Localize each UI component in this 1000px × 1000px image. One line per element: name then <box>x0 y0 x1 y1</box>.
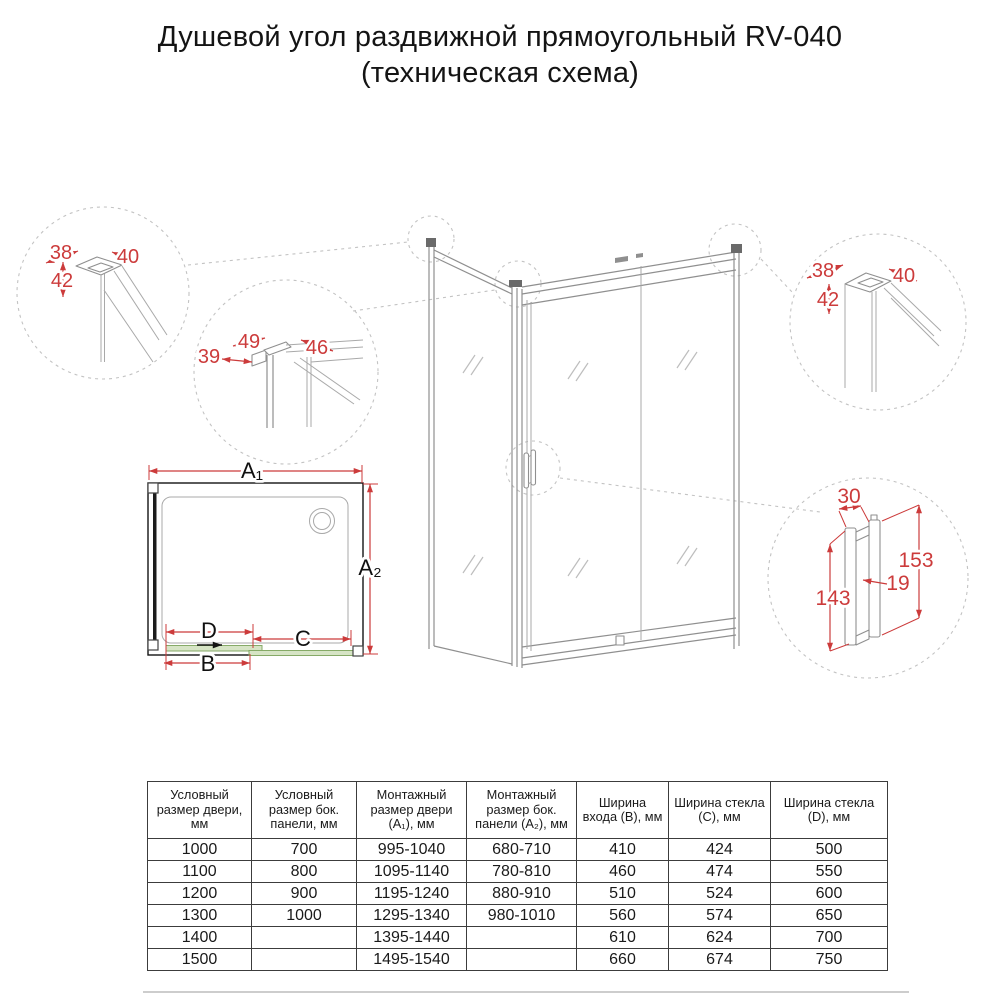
table-cell: 700 <box>771 927 888 949</box>
table-cell: 980-1010 <box>467 905 577 927</box>
table-cell: 1000 <box>252 905 357 927</box>
table-cell: 1500 <box>148 949 252 971</box>
table-row <box>148 949 888 971</box>
table-cell: 1400 <box>148 927 252 949</box>
table-header-cell: Монтажный размер бок. панели (A₂), мм <box>467 782 577 839</box>
detail-circle-top-left <box>17 207 189 379</box>
corner-profile-cap <box>509 280 522 287</box>
callout-circles <box>408 216 761 495</box>
table-cell: 474 <box>669 861 771 883</box>
table-cell: 780-810 <box>467 861 577 883</box>
plan-corner-top-left <box>148 483 158 493</box>
roller-brackets <box>615 253 643 263</box>
table-cell: 880-910 <box>467 883 577 905</box>
table-cell: 750 <box>771 949 888 971</box>
table-cell: 1495-1540 <box>357 949 467 971</box>
dim-39: 39 <box>197 346 221 368</box>
dim-153: 153 <box>898 549 934 572</box>
table-cell: 424 <box>669 839 771 861</box>
table-cell: 524 <box>669 883 771 905</box>
plan-label-a1: A₁ <box>240 458 264 483</box>
plan-label-d: D <box>201 618 217 643</box>
glass-shine-marks <box>463 350 697 578</box>
table-cell: 1000 <box>148 839 252 861</box>
table-cell: 1100 <box>148 861 252 883</box>
table-row <box>148 861 888 883</box>
plan-corner-bottom-right <box>353 646 363 656</box>
dim-30: 30 <box>837 485 861 508</box>
table-row <box>148 883 888 905</box>
table-cell: 1195-1240 <box>357 883 467 905</box>
table-cell: 624 <box>669 927 771 949</box>
table-cell <box>467 949 577 971</box>
plan-corner-bottom-left <box>148 640 158 650</box>
table-cell: 1295-1340 <box>357 905 467 927</box>
table-cell <box>252 927 357 949</box>
size-table <box>147 781 888 971</box>
dim-38-top-right: 38 <box>811 260 835 282</box>
table-cell: 800 <box>252 861 357 883</box>
title-line-1: Душевой угол раздвижной прямоугольный RV-040 <box>157 21 843 53</box>
dim-46: 46 <box>305 337 329 359</box>
table-row <box>148 927 888 949</box>
dim-40-top-right: 40 <box>892 265 916 287</box>
table-cell: 995-1040 <box>357 839 467 861</box>
shower-tray <box>162 497 348 643</box>
table-cell: 660 <box>577 949 669 971</box>
table-cell: 550 <box>771 861 888 883</box>
table-cell: 650 <box>771 905 888 927</box>
wall-profile-cap <box>426 238 436 247</box>
table-header-cell: Ширина входа (B), мм <box>577 782 669 839</box>
table-cell: 600 <box>771 883 888 905</box>
footer-divider <box>143 991 909 993</box>
dim-40-top-left: 40 <box>116 246 140 268</box>
table-row <box>148 839 888 861</box>
table-cell: 1200 <box>148 883 252 905</box>
main-3d-drawing <box>426 238 742 668</box>
table-cell: 1395-1440 <box>357 927 467 949</box>
dim-42-top-left: 42 <box>50 270 74 292</box>
table-header-row <box>148 782 888 839</box>
table-cell: 1300 <box>148 905 252 927</box>
table-header-cell: Условный размер бок. панели, мм <box>252 782 357 839</box>
table-cell: 510 <box>577 883 669 905</box>
dim-19: 19 <box>886 572 910 595</box>
side-glass-plan <box>153 489 157 641</box>
door-handle <box>524 450 536 488</box>
detail-circle-wall-profile <box>194 280 378 464</box>
table-cell: 900 <box>252 883 357 905</box>
table-cell: 460 <box>577 861 669 883</box>
table-header-cell: Ширина стекла (D), мм <box>771 782 888 839</box>
right-profile-cap <box>731 244 742 253</box>
fixed-glass-c <box>249 651 357 656</box>
table-header-cell: Условный размер двери, мм <box>148 782 252 839</box>
plan-label-a2: A₂ <box>358 555 382 580</box>
dim-49: 49 <box>237 331 261 353</box>
plan-view <box>148 458 382 676</box>
table-header-cell: Ширина стекла (C), мм <box>669 782 771 839</box>
table-header-cell: Монтажный размер двери (A₁), мм <box>357 782 467 839</box>
table-cell <box>467 927 577 949</box>
title-line-2: (техническая схема) <box>360 56 640 89</box>
table-cell: 680-710 <box>467 839 577 861</box>
bottom-guide <box>616 636 624 645</box>
drain-inner <box>314 513 331 530</box>
table-cell: 410 <box>577 839 669 861</box>
table-cell: 1095-1140 <box>357 861 467 883</box>
table-row <box>148 905 888 927</box>
plan-label-c: C <box>295 626 311 651</box>
dim-42-top-right: 42 <box>816 289 840 311</box>
plan-outline <box>148 483 363 655</box>
table-cell: 610 <box>577 927 669 949</box>
table-cell: 674 <box>669 949 771 971</box>
dim-38-top-left: 38 <box>49 242 73 264</box>
plan-label-b: B <box>200 651 216 676</box>
table-cell: 500 <box>771 839 888 861</box>
dim-143: 143 <box>815 587 851 610</box>
table-cell <box>252 949 357 971</box>
table-cell: 700 <box>252 839 357 861</box>
table-cell: 574 <box>669 905 771 927</box>
detail-circle-handle <box>768 478 968 678</box>
table-cell: 560 <box>577 905 669 927</box>
